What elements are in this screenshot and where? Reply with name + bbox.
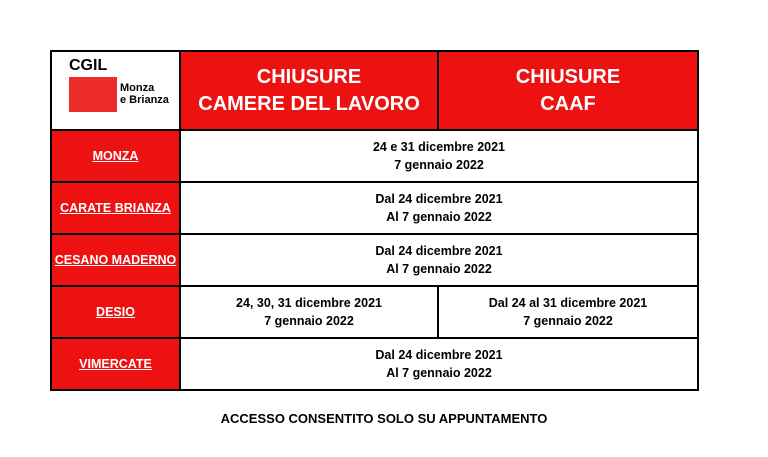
date-line1: Dal 24 dicembre 2021 bbox=[375, 192, 503, 206]
header-col2-line1: CHIUSURE bbox=[515, 65, 621, 88]
city-link-desio[interactable]: DESIO bbox=[96, 305, 135, 319]
logo-red-square bbox=[69, 77, 117, 112]
city-link-cesano-maderno[interactable]: CESANO MADERNO bbox=[54, 253, 177, 267]
city-cell bbox=[51, 234, 180, 286]
closure-dates bbox=[180, 338, 698, 390]
date-line2: 7 gennaio 2022 bbox=[523, 314, 613, 328]
closure-dates bbox=[180, 182, 698, 234]
date-line2: Al 7 gennaio 2022 bbox=[386, 262, 492, 276]
date-line1: 24, 30, 31 dicembre 2021 bbox=[236, 296, 382, 310]
date-line1: Dal 24 al 31 dicembre 2021 bbox=[488, 296, 648, 310]
date-line2: 7 gennaio 2022 bbox=[264, 314, 354, 328]
logo-line1: Monza bbox=[120, 82, 155, 94]
date-line2: Al 7 gennaio 2022 bbox=[386, 366, 492, 380]
logo-line2: e Brianza bbox=[120, 94, 169, 106]
logo-brand: CGIL bbox=[69, 57, 108, 74]
city-cell bbox=[51, 130, 180, 182]
closures-table bbox=[50, 50, 699, 391]
table-row bbox=[51, 234, 698, 286]
table-row bbox=[51, 130, 698, 182]
city-cell bbox=[51, 182, 180, 234]
city-cell bbox=[51, 286, 180, 338]
city-cell bbox=[51, 338, 180, 390]
closure-dates-camere bbox=[180, 286, 438, 338]
closure-dates bbox=[180, 130, 698, 182]
header-caaf bbox=[438, 51, 698, 130]
table-row bbox=[51, 338, 698, 390]
date-line2: 7 gennaio 2022 bbox=[394, 158, 484, 172]
date-line2: Al 7 gennaio 2022 bbox=[386, 210, 492, 224]
closure-dates bbox=[180, 234, 698, 286]
logo-cell bbox=[51, 51, 180, 130]
footer-note: ACCESSO CONSENTITO SOLO SU APPUNTAMENTO bbox=[220, 411, 548, 426]
header-col2-line2: CAAF bbox=[540, 92, 596, 115]
header-col1-line2: CAMERE DEL LAVORO bbox=[198, 92, 420, 115]
table-row bbox=[51, 182, 698, 234]
city-link-carate-brianza[interactable]: CARATE BRIANZA bbox=[60, 201, 171, 215]
header-col1-line1: CHIUSURE bbox=[256, 65, 362, 88]
logo-subtitle bbox=[120, 82, 169, 106]
table-row bbox=[51, 286, 698, 338]
cgil-logo bbox=[52, 52, 181, 129]
date-line1: Dal 24 dicembre 2021 bbox=[375, 244, 503, 258]
header-camere-del-lavoro bbox=[180, 51, 438, 130]
city-link-monza[interactable]: MONZA bbox=[92, 149, 139, 163]
date-line1: 24 e 31 dicembre 2021 bbox=[372, 140, 506, 154]
table-header-row bbox=[51, 51, 698, 130]
date-line1: Dal 24 dicembre 2021 bbox=[375, 348, 503, 362]
closure-dates-caaf bbox=[438, 286, 698, 338]
city-link-vimercate[interactable]: VIMERCATE bbox=[79, 357, 152, 371]
